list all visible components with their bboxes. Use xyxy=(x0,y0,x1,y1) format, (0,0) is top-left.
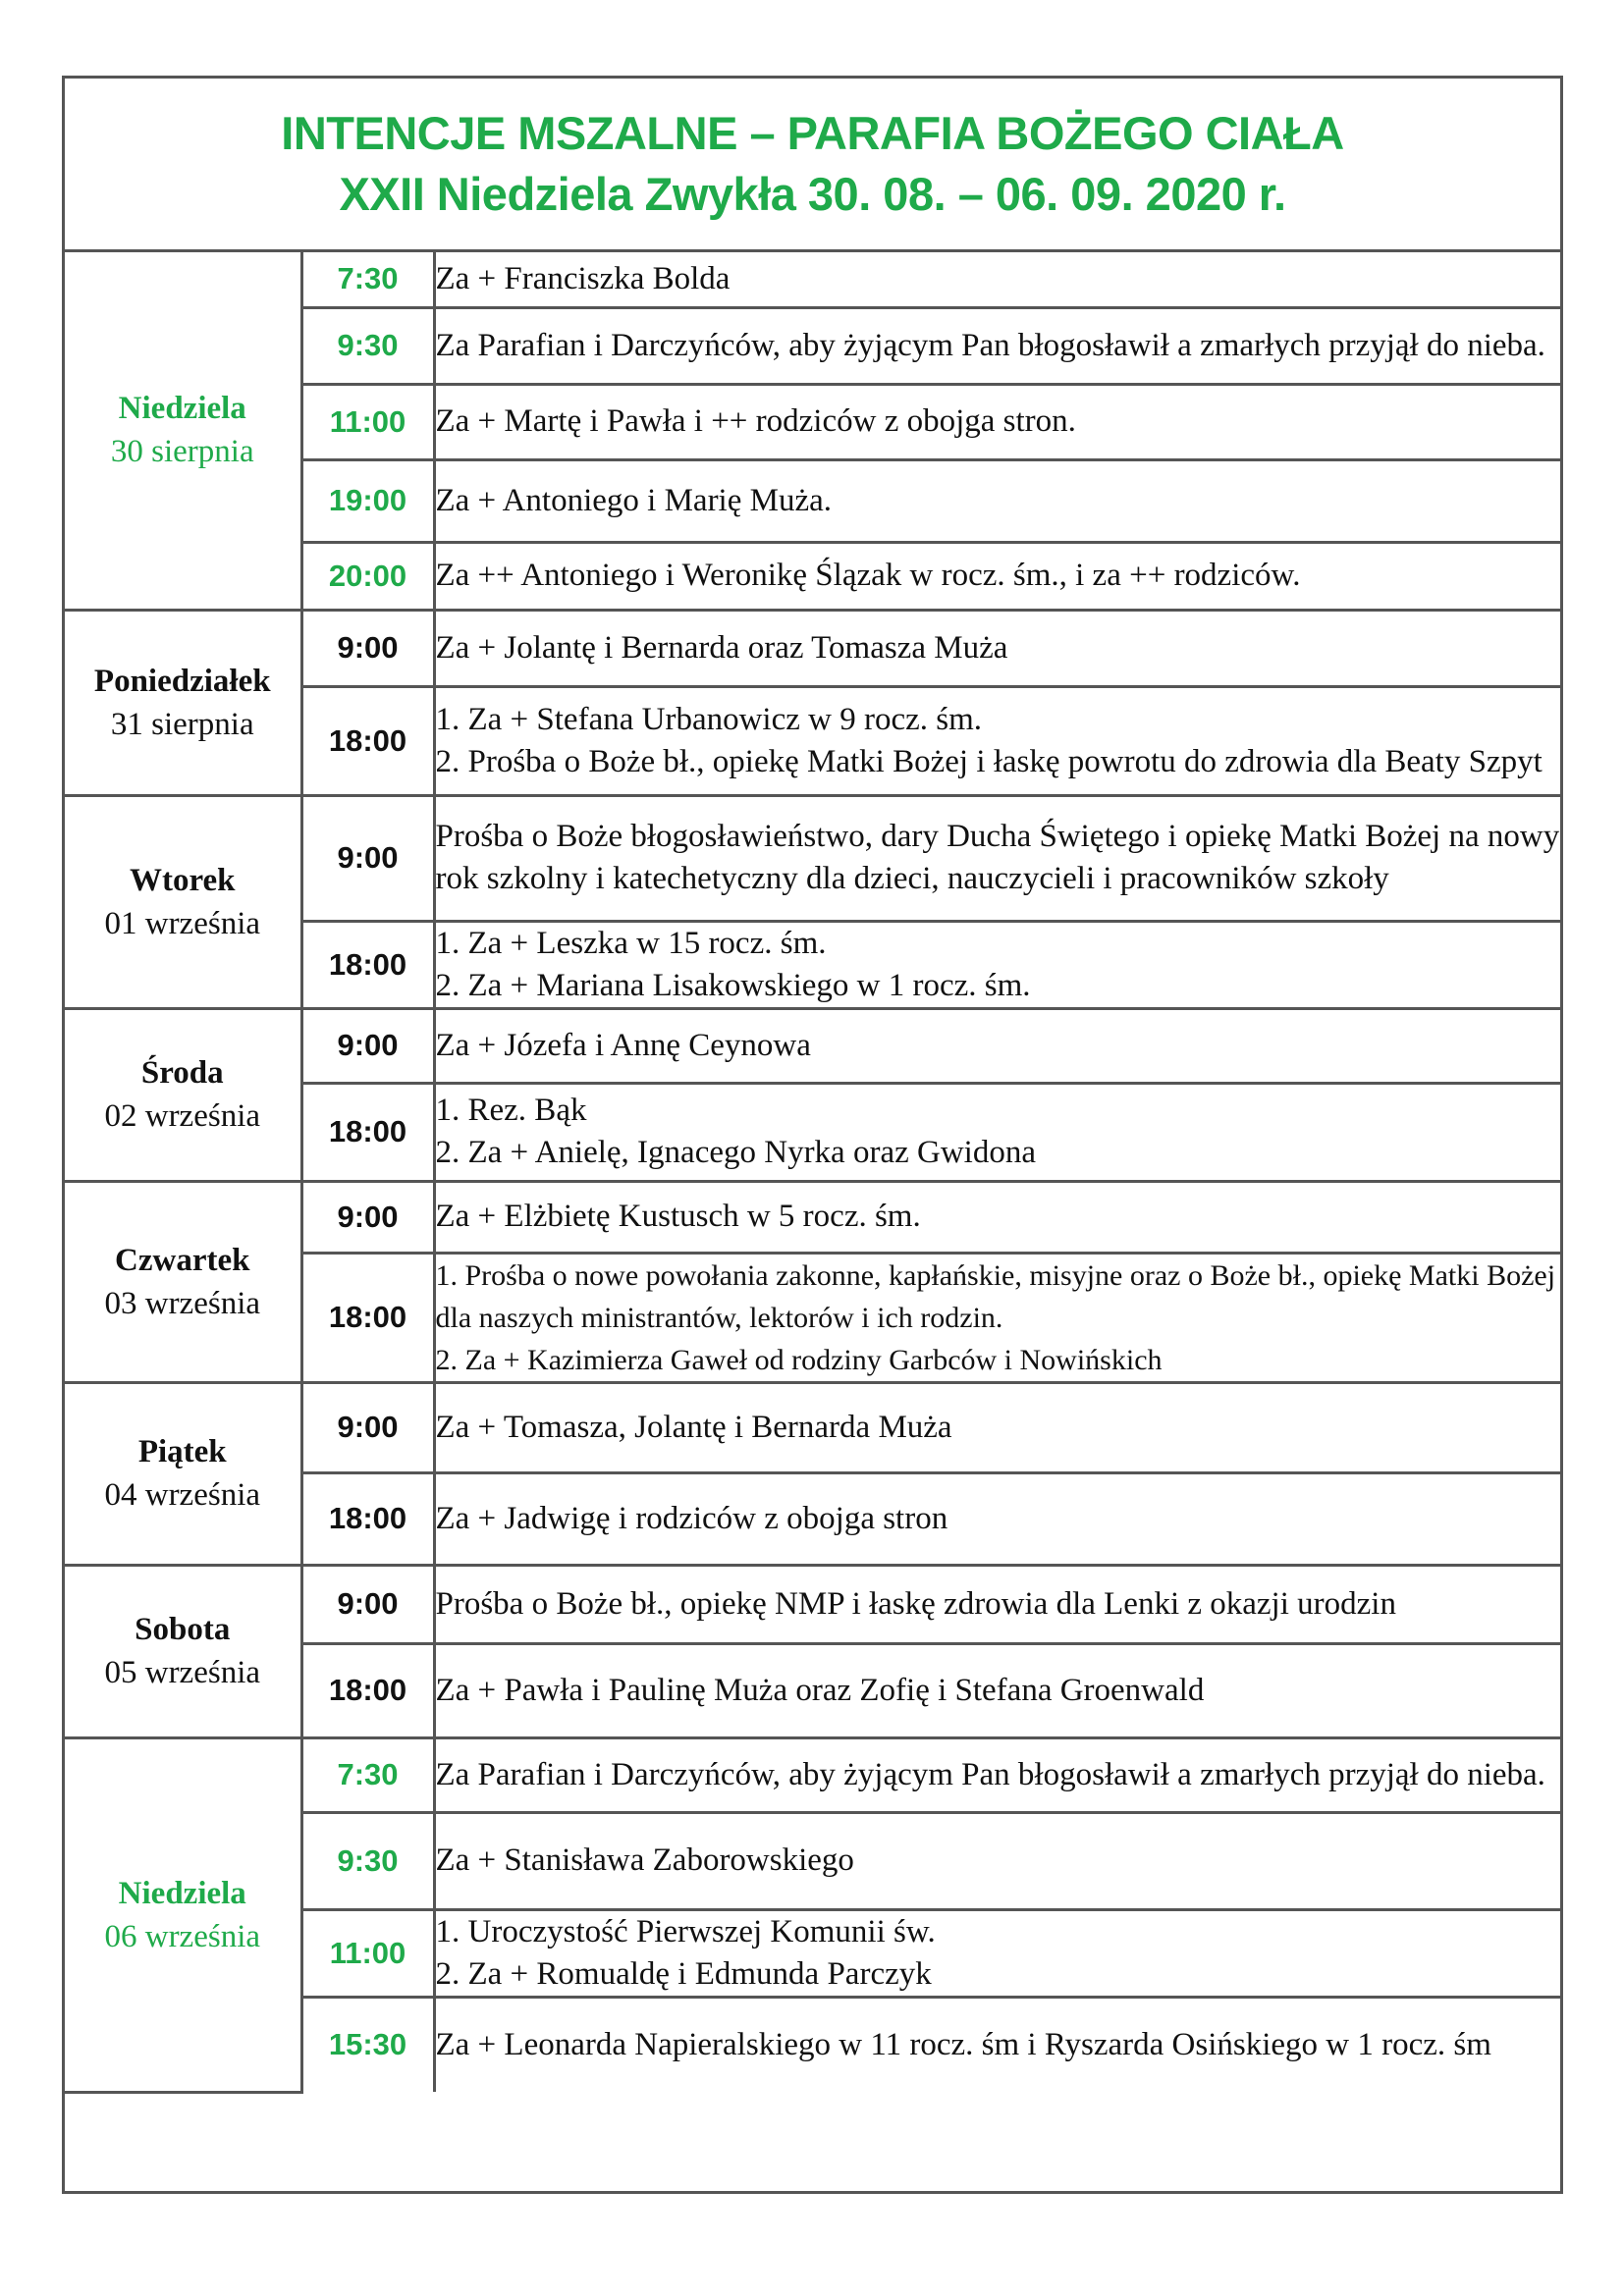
mass-intention xyxy=(434,686,1560,795)
mass-intention xyxy=(434,459,1560,542)
day-name: Środa xyxy=(140,1055,224,1091)
mass-time: 11:00 xyxy=(301,1909,434,1997)
day-date: 01 września xyxy=(104,905,261,941)
mass-intention xyxy=(434,1181,1560,1253)
intention-line: Za + Jolantę i Bernarda oraz Tomasza Muża xyxy=(435,629,1008,666)
day-name: Czwartek xyxy=(115,1242,250,1278)
mass-intention xyxy=(434,1083,1560,1181)
intention-line: 1. Za + Leszka w 15 rocz. śm. xyxy=(435,925,827,961)
mass-row xyxy=(65,1382,1560,1472)
intention-line: Prośba o Boże błogosławieństwo, dary Ducha Świętego i opiekę Matki Bożej na nowy rok szkolny i katechetyczny dla dzieci, nauczycieli i pracowników szkoły xyxy=(435,819,1560,896)
day-name: Niedziela xyxy=(118,1875,246,1911)
page-subtitle: XXII Niedziela Zwykła 30. 08. – 06. 09. 2020 r. xyxy=(339,168,1286,220)
intention-line: 1. Uroczystość Pierwszej Komunii św. xyxy=(435,1913,936,1949)
mass-intention xyxy=(434,1643,1560,1737)
mass-time: 18:00 xyxy=(301,1083,434,1181)
intention-line: Za + Pawła i Paulinę Muża oraz Zofię i Stefana Groenwald xyxy=(435,1672,1205,1708)
mass-intention xyxy=(434,1565,1560,1643)
mass-time: 9:00 xyxy=(301,1008,434,1083)
day-date: 02 września xyxy=(104,1098,261,1134)
day-date: 04 września xyxy=(104,1477,261,1513)
mass-intention xyxy=(434,921,1560,1008)
mass-time: 19:00 xyxy=(301,459,434,542)
intention-line: Za Parafian i Darczyńców, aby żyjącym Pan błogosławił a zmarłych przyjął do nieba. xyxy=(435,327,1545,363)
day-name: Wtorek xyxy=(129,862,236,898)
intention-line: 2. Prośba o Boże bł., opiekę Matki Bożej i łaskę powrotu do zdrowia dla Beaty Szpyt xyxy=(435,743,1543,779)
intention-line: 2. Za + Kazimierza Gaweł od rodziny Garbców i Nowińskich xyxy=(435,1343,1163,1376)
mass-intention xyxy=(434,610,1560,686)
mass-intention xyxy=(434,1737,1560,1812)
mass-time: 18:00 xyxy=(301,1472,434,1565)
mass-time: 7:30 xyxy=(301,1737,434,1812)
day-cell xyxy=(65,252,301,610)
intention-line: 2. Za + Mariana Lisakowskiego w 1 rocz. śm. xyxy=(435,967,1031,1003)
mass-time: 9:30 xyxy=(301,307,434,384)
mass-intention xyxy=(434,252,1560,307)
mass-time: 9:00 xyxy=(301,1565,434,1643)
intention-line: Za + Józefa i Annę Ceynowa xyxy=(435,1027,811,1063)
day-cell xyxy=(65,1008,301,1181)
mass-time: 9:00 xyxy=(301,1382,434,1472)
mass-intention xyxy=(434,1382,1560,1472)
day-date: 05 września xyxy=(104,1655,261,1690)
intention-line: Prośba o Boże bł., opiekę NMP i łaskę zdrowia dla Lenki z okazji urodzin xyxy=(435,1585,1396,1622)
intention-line: Za + Antoniego i Marię Muża. xyxy=(435,482,833,518)
mass-time: 7:30 xyxy=(301,252,434,307)
mass-time: 9:00 xyxy=(301,610,434,686)
mass-intention xyxy=(434,1909,1560,1997)
day-cell xyxy=(65,610,301,795)
mass-row xyxy=(65,1181,1560,1253)
day-name: Piątek xyxy=(137,1434,227,1469)
mass-time: 9:30 xyxy=(301,1812,434,1909)
mass-row xyxy=(65,1737,1560,1812)
day-cell xyxy=(65,1737,301,2092)
day-date: 31 sierpnia xyxy=(110,706,254,742)
mass-time: 11:00 xyxy=(301,384,434,459)
day-cell xyxy=(65,1382,301,1565)
intention-line: Za + Franciszka Bolda xyxy=(435,260,731,296)
mass-time: 18:00 xyxy=(301,921,434,1008)
intention-line: 1. Prośba o nowe powołania zakonne, kapłańskie, misyjne oraz o Boże bł., opiekę Matki Bożej dla naszych ministrantów, lektorów i ich rodzin. xyxy=(435,1258,1556,1334)
intentions-sheet xyxy=(62,76,1563,2194)
page-title: INTENCJE MSZALNE – PARAFIA BOŻEGO CIAŁA xyxy=(281,107,1344,159)
mass-row xyxy=(65,795,1560,921)
intention-line: 1. Za + Stefana Urbanowicz w 9 rocz. śm. xyxy=(435,701,983,737)
schedule-table xyxy=(65,252,1560,2094)
day-cell xyxy=(65,1181,301,1382)
day-name: Niedziela xyxy=(118,391,246,427)
intention-line: 2. Za + Anielę, Ignacego Nyrka oraz Gwidona xyxy=(435,1135,1036,1170)
intention-line: Za Parafian i Darczyńców, aby żyjącym Pan błogosławił a zmarłych przyjął do nieba. xyxy=(435,1756,1545,1792)
mass-intention xyxy=(434,1812,1560,1909)
day-cell xyxy=(65,1565,301,1737)
mass-row xyxy=(65,1565,1560,1643)
mass-time: 9:00 xyxy=(301,795,434,921)
day-date: 06 września xyxy=(104,1918,261,1954)
day-date: 03 września xyxy=(104,1285,261,1321)
day-cell xyxy=(65,795,301,1008)
mass-intention xyxy=(434,384,1560,459)
mass-row xyxy=(65,1008,1560,1083)
mass-row xyxy=(65,252,1560,307)
mass-time: 15:30 xyxy=(301,1997,434,2092)
intention-line: Za + Stanisława Zaborowskiego xyxy=(435,1842,854,1878)
day-name: Poniedziałek xyxy=(93,663,271,699)
intention-line: Za + Elżbietę Kustusch w 5 rocz. śm. xyxy=(435,1199,921,1234)
mass-time: 9:00 xyxy=(301,1181,434,1253)
day-name: Sobota xyxy=(135,1612,231,1647)
header xyxy=(65,79,1560,252)
schedule-body xyxy=(65,252,1560,2092)
intention-line: 2. Za + Romualdę i Edmunda Parczyk xyxy=(435,1955,932,1992)
mass-row xyxy=(65,610,1560,686)
mass-intention xyxy=(434,542,1560,610)
mass-time: 18:00 xyxy=(301,1253,434,1382)
intention-line: Za ++ Antoniego i Weronikę Ślązak w rocz. śm., i za ++ rodziców. xyxy=(435,558,1301,593)
intention-line: Za + Martę i Pawła i ++ rodziców z obojga stron. xyxy=(435,403,1076,439)
intention-line: Za + Tomasza, Jolantę i Bernarda Muża xyxy=(435,1409,952,1445)
intention-line: Za + Leonarda Napieralskiego w 11 rocz. śm i Ryszarda Osińskiego w 1 rocz. śm xyxy=(435,2026,1491,2062)
mass-intention xyxy=(434,1997,1560,2092)
mass-time: 20:00 xyxy=(301,542,434,610)
mass-intention xyxy=(434,1253,1560,1382)
intention-line: 1. Rez. Bąk xyxy=(435,1093,587,1128)
day-date: 30 sierpnia xyxy=(110,434,254,470)
mass-intention xyxy=(434,795,1560,921)
mass-intention xyxy=(434,1008,1560,1083)
mass-time: 18:00 xyxy=(301,1643,434,1737)
mass-intention xyxy=(434,307,1560,384)
intention-line: Za + Jadwigę i rodziców z obojga stron xyxy=(435,1500,948,1536)
mass-time: 18:00 xyxy=(301,686,434,795)
mass-intention xyxy=(434,1472,1560,1565)
